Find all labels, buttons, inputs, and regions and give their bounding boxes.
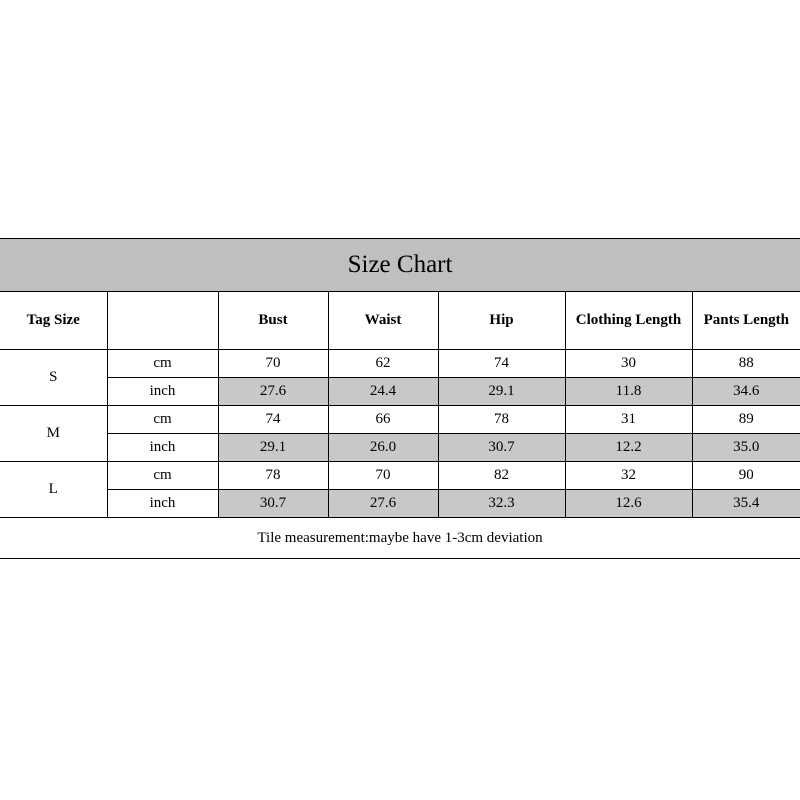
cell-bust: 30.7: [218, 490, 328, 518]
cell-pants-length: 88: [692, 350, 800, 378]
cell-waist: 66: [328, 406, 438, 434]
cell-bust: 27.6: [218, 378, 328, 406]
unit-label: cm: [107, 350, 218, 378]
cell-bust: 29.1: [218, 434, 328, 462]
cell-bust: 78: [218, 462, 328, 490]
cell-clothing-length: 12.2: [565, 434, 692, 462]
cell-hip: 74: [438, 350, 565, 378]
cell-waist: 70: [328, 462, 438, 490]
cell-waist: 62: [328, 350, 438, 378]
size-label-l: L: [0, 462, 107, 518]
size-chart-table: [0, 238, 800, 559]
header-pants-length: Pants Length: [692, 292, 800, 350]
cell-clothing-length: 30: [565, 350, 692, 378]
cell-hip: 82: [438, 462, 565, 490]
measurement-note: Tile measurement:maybe have 1-3cm deviation: [0, 518, 800, 559]
size-label-s: S: [0, 350, 107, 406]
title-row: [0, 239, 800, 292]
cell-pants-length: 89: [692, 406, 800, 434]
cell-clothing-length: 32: [565, 462, 692, 490]
table-row: [0, 350, 800, 378]
table-row: [0, 462, 800, 490]
unit-label: cm: [107, 406, 218, 434]
header-clothing-length: Clothing Length: [565, 292, 692, 350]
cell-hip: 78: [438, 406, 565, 434]
header-bust: Bust: [218, 292, 328, 350]
table-row: [0, 490, 800, 518]
header-tag-size: Tag Size: [0, 292, 107, 350]
unit-label: inch: [107, 434, 218, 462]
cell-waist: 24.4: [328, 378, 438, 406]
table-row: [0, 378, 800, 406]
cell-bust: 70: [218, 350, 328, 378]
cell-waist: 27.6: [328, 490, 438, 518]
unit-label: cm: [107, 462, 218, 490]
cell-pants-length: 90: [692, 462, 800, 490]
cell-hip: 30.7: [438, 434, 565, 462]
cell-hip: 32.3: [438, 490, 565, 518]
cell-bust: 74: [218, 406, 328, 434]
note-row: [0, 518, 800, 559]
cell-pants-length: 35.4: [692, 490, 800, 518]
chart-title: Size Chart: [0, 239, 800, 292]
table-row: [0, 434, 800, 462]
header-unit: [107, 292, 218, 350]
header-hip: Hip: [438, 292, 565, 350]
cell-clothing-length: 11.8: [565, 378, 692, 406]
table-row: [0, 406, 800, 434]
cell-pants-length: 35.0: [692, 434, 800, 462]
unit-label: inch: [107, 490, 218, 518]
size-label-m: M: [0, 406, 107, 462]
cell-clothing-length: 12.6: [565, 490, 692, 518]
header-waist: Waist: [328, 292, 438, 350]
unit-label: inch: [107, 378, 218, 406]
cell-pants-length: 34.6: [692, 378, 800, 406]
cell-clothing-length: 31: [565, 406, 692, 434]
cell-hip: 29.1: [438, 378, 565, 406]
header-row: [0, 292, 800, 350]
cell-waist: 26.0: [328, 434, 438, 462]
